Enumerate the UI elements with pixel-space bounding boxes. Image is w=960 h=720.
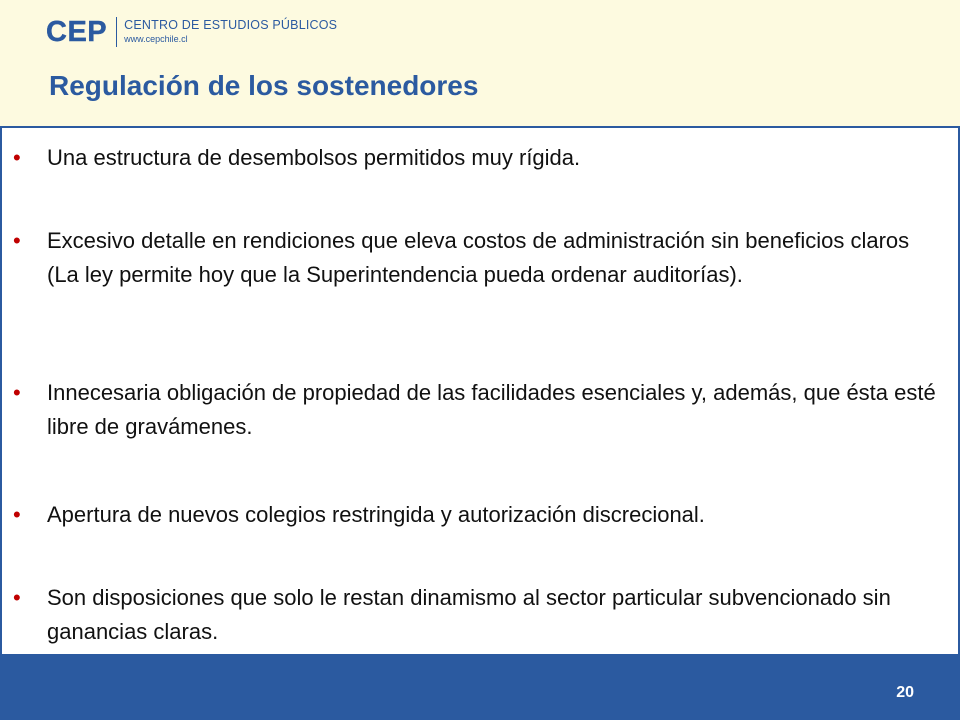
bullet-text: Son disposiciones que solo le restan dinamismo al sector particular subvencionado sin ganancias claras.	[47, 585, 891, 644]
bullet-text: Una estructura de desembolsos permitidos muy rígida.	[47, 145, 581, 170]
bullet-marker: •	[13, 145, 21, 170]
slide-title: Regulación de los sostenedores	[49, 70, 479, 101]
cep-logo	[46, 12, 337, 52]
bullet-text: Innecesaria obligación de propiedad de las facilidades esenciales y, además, que ésta esté libre de gravámenes.	[47, 380, 936, 439]
bullet-text: Apertura de nuevos colegios restringida y autorización discrecional.	[47, 502, 705, 527]
page-number: 20	[896, 684, 914, 701]
slide-content	[0, 128, 960, 654]
logo-divider	[116, 17, 117, 47]
logo-website: www.cepchile.cl	[124, 34, 188, 44]
logo-text	[124, 12, 337, 46]
logo-organization-name: CENTRO DE ESTUDIOS PÚBLICOS	[124, 18, 338, 32]
bullet-marker: •	[13, 380, 21, 405]
bullet-marker: •	[13, 228, 21, 253]
slide-header	[0, 0, 960, 126]
bullet-marker: •	[13, 585, 21, 610]
bullet-text: Excesivo detalle en rendiciones que eleva costos de administración sin beneficios claros (La ley permite hoy que la Superintendencia pueda ordenar auditorías).	[47, 228, 910, 287]
slide-footer	[0, 654, 960, 720]
logo-mark: CEP	[46, 16, 108, 48]
bullet-marker: •	[13, 502, 21, 527]
